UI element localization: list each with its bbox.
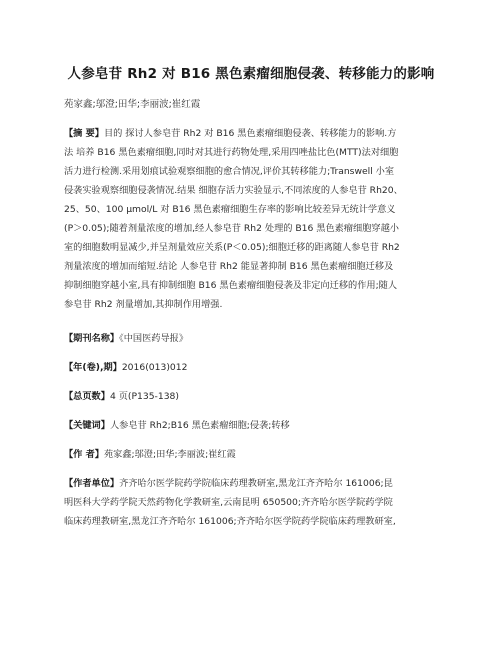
keywords-value: 人参皂苷 Rh2;B16 黑色素瘤细胞;侵袭;转移: [109, 420, 290, 431]
abstract-line-2: 法 培养 B16 黑色素瘤细胞,同时对其进行药物处理,采用四唑盐比色(MTT)法对细胞: [64, 147, 399, 158]
abstract-line-6: (P＞0.05);随着剂量浓度的增加,经人参皂苷 Rh2 处理的 B16 黑色素瘤细胞穿越小: [64, 223, 399, 234]
affiliation-line-3: 临床药理教研室,黑龙江齐齐哈尔 161006;齐齐哈尔医学院药学院临床药理教研室,: [64, 516, 396, 527]
year-issue-field: [64, 358, 444, 377]
abstract-line-3: 活力进行检测.采用划痕试验观察细胞的愈合情况,评价其转移能力;Transwell 小室: [64, 166, 395, 177]
author-field-label: 【作 者】: [64, 449, 104, 460]
abstract-line-4: 侵袭实验观察细胞侵袭情况.结果 细胞存活力实验显示,不同浓度的人参皂苷 Rh20、: [64, 185, 403, 196]
abstract-line-9: 抑制细胞穿越小室,具有抑制细胞 B16 黑色素瘤细胞侵袭及非定向迁移的作用;随人: [64, 280, 398, 291]
journal-field: [64, 329, 444, 348]
abstract-text: 目的 探讨人参皂苷 Rh2 对 B16 黑色素瘤细胞侵袭、转移能力的影响.方: [103, 128, 397, 139]
affiliation-label: 【作者单位】: [64, 478, 120, 489]
abstract-line-1: [64, 124, 444, 143]
journal-label: 【期刊名称】: [64, 333, 120, 344]
document-title: 人参皂苷 Rh2 对 B16 黑色素瘤细胞侵袭、转移能力的影响: [67, 66, 435, 82]
author-line: 苑家鑫;邬澄;田华;李丽波;崔红霞: [64, 99, 201, 110]
keywords-field: [64, 416, 444, 435]
abstract-line-8: 剂量浓度的增加而缩短.结论 人参皂苷 Rh2 能显著抑制 B16 黑色素瘤细胞迁移及: [64, 261, 394, 272]
affiliation-line-1: 齐齐哈尔医学院药学院临床药理教研室,黑龙江齐齐哈尔 161006;昆: [119, 478, 393, 489]
abstract-line-7: 室的细胞数明显减少,并呈剂量效应关系(P＜0.05);细胞迁移的距离随人参皂苷 Rh2: [64, 242, 400, 253]
affiliation-field: [64, 474, 444, 531]
abstract-line-5: 25、50、100 μmol/L 对 B16 黑色素瘤细胞生存率的影响比较差异无统计学意义: [64, 204, 396, 215]
year-issue-label: 【年(卷),期】: [64, 362, 122, 373]
pages-field: [64, 387, 444, 406]
abstract-section: [64, 124, 444, 314]
affiliation-line-2: 明医科大学药学院天然药物化学教研室,云南昆明 650500;齐齐哈尔医学院药学院: [64, 497, 393, 508]
pages-label: 【总页数】: [64, 391, 110, 402]
year-issue-value: 2016(013)012: [121, 362, 188, 373]
abstract-line-10: 参皂苷 Rh2 剂量增加,其抑制作用增强.: [64, 299, 223, 310]
abstract-label: 【摘 要】: [64, 128, 104, 139]
keywords-label: 【关键词】: [64, 420, 110, 431]
author-field-value: 苑家鑫;邬澄;田华;李丽波;崔红霞: [103, 449, 236, 460]
pages-value: 4 页(P135-138): [109, 391, 179, 402]
journal-value: 《中国医药导报》: [119, 333, 189, 344]
author-field: [64, 445, 444, 464]
